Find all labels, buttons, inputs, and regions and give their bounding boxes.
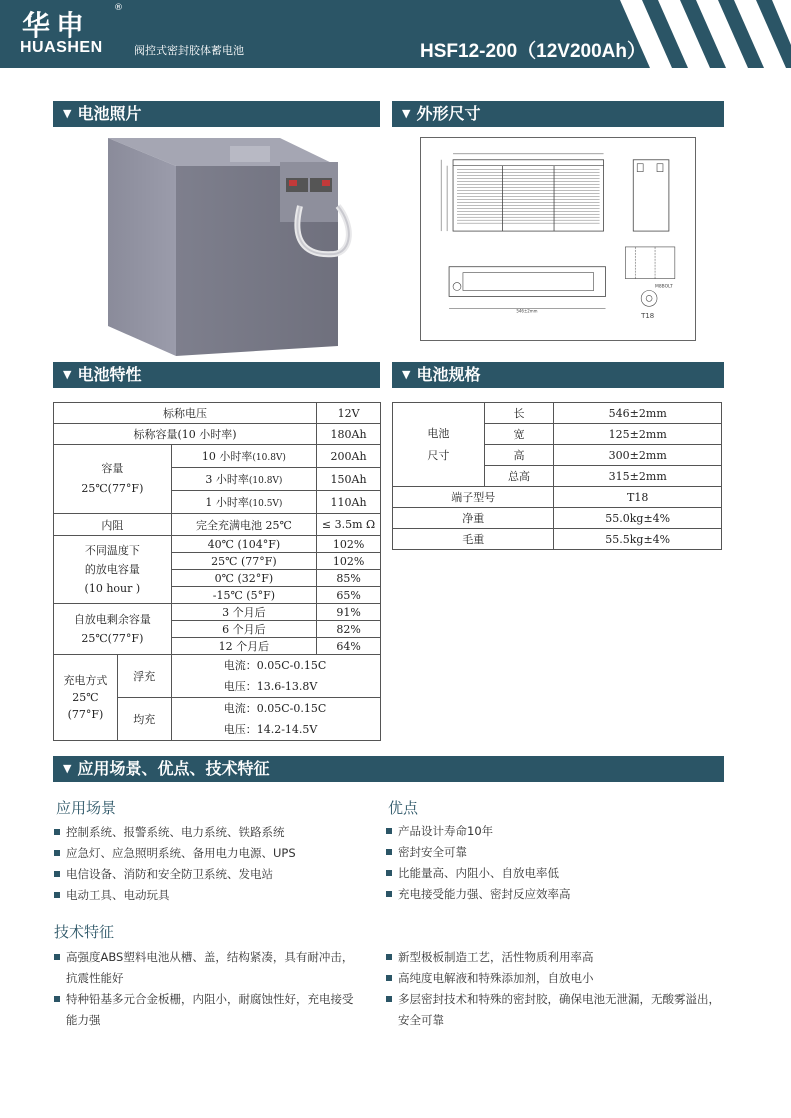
list-item: 高强度ABS塑料电池从槽、盖，结构紧凑，具有耐冲击，抗震性能好: [54, 947, 354, 989]
tech-left-list: [54, 947, 354, 1031]
self-discharge-label: 自放电剩余容量 25℃(77°F): [54, 604, 172, 655]
table-row: 6 个月后 82%: [54, 621, 381, 638]
list-item: 新型极板制造工艺，活性物质利用率高: [386, 947, 726, 968]
section-dims: ▼ 外形尺寸: [392, 101, 724, 127]
advantages-list: [386, 821, 726, 905]
triangle-down-icon: ▼: [63, 368, 72, 381]
dimension-drawing: [420, 137, 696, 341]
table-row: 不同温度下 的放电容量 (10 hour ) 40℃ (104°F) 102%: [54, 536, 381, 553]
table-row: 电池 尺寸 长 546±2mm: [393, 403, 722, 424]
list-item: 多层密封技术和特殊的密封胶，确保电池无泄漏，无酸雾溢出，安全可靠: [386, 989, 726, 1031]
triangle-down-icon: ▼: [63, 762, 72, 775]
table-row: 端子型号 T18: [393, 487, 722, 508]
section-photo: ▼ 电池照片: [53, 101, 380, 127]
table-row: -15℃ (5°F) 65%: [54, 587, 381, 604]
capacity-label: 容量 25℃(77°F): [54, 445, 172, 514]
table-row: 0℃ (32°F) 85%: [54, 570, 381, 587]
table-row: 容量 25℃(77°F) 10 小时率(10.8V) 200Ah: [54, 445, 381, 468]
table-row: 充电方式 25℃ (77°F) 浮充 电流：0.05C-0.15C 电压：13.6-13.8V: [54, 655, 381, 698]
product-subtitle: 阀控式密封胶体蓄电池: [134, 44, 244, 57]
table-row: 标称电压 12V: [54, 403, 381, 424]
list-item: 应急灯、应急照明系统、备用电力电源、UPS: [54, 843, 374, 864]
scenes-list: [54, 822, 374, 906]
brand-logo-en: HUASHEN: [20, 39, 103, 56]
table-row: 25℃ (77°F) 102%: [54, 553, 381, 570]
section-specs: ▼ 电池规格: [392, 362, 724, 388]
list-item: 电动工具、电动玩具: [54, 885, 374, 906]
table-row: 均充 电流：0.05C-0.15C 电压：14.2-14.5V: [54, 698, 381, 741]
model-number: HSF12-200（12V200Ah）: [420, 41, 646, 62]
table-row: 毛重 55.5kg±4%: [393, 529, 722, 550]
list-item: 比能量高、内阻小、自放电率低: [386, 863, 726, 884]
charging-label: 充电方式 25℃ (77°F): [54, 655, 118, 741]
triangle-down-icon: ▼: [402, 107, 411, 120]
page-header: [0, 0, 791, 68]
registered-mark: ®: [114, 3, 123, 13]
temp-capacity-label: 不同温度下 的放电容量 (10 hour ): [54, 536, 172, 604]
table-row: 自放电剩余容量 25℃(77°F) 3 个月后 91%: [54, 604, 381, 621]
table-row: 12 个月后 64%: [54, 638, 381, 655]
list-item: 电信设备、消防和安全防卫系统、发电站: [54, 864, 374, 885]
size-label: 电池 尺寸: [393, 403, 485, 487]
table-row: 总高 315±2mm: [393, 466, 722, 487]
terminal-label: T18: [641, 312, 655, 321]
section-application: ▼ 应用场景、优点、技术特征: [53, 756, 724, 782]
specs-table: [392, 402, 722, 550]
battery-photo: [90, 136, 360, 356]
scenes-title: 应用场景: [56, 799, 117, 817]
section-characteristics: ▼ 电池特性: [53, 362, 380, 388]
table-row: 高 300±2mm: [393, 445, 722, 466]
tech-title: 技术特征: [54, 923, 115, 941]
characteristics-table: [53, 402, 381, 741]
table-row: 内阻 完全充满电池 25℃ ≤ 3.5m Ω: [54, 514, 381, 536]
tech-right-list: [386, 947, 726, 1031]
list-item: 密封安全可靠: [386, 842, 726, 863]
triangle-down-icon: ▼: [402, 368, 411, 381]
list-item: 高纯度电解液和特殊添加剂，自放电小: [386, 968, 726, 989]
list-item: 控制系统、报警系统、电力系统、铁路系统: [54, 822, 374, 843]
table-row: 净重 55.0kg±4%: [393, 508, 722, 529]
triangle-down-icon: ▼: [63, 107, 72, 120]
advantages-title: 优点: [388, 799, 419, 817]
svg-text:546±2mm: 546±2mm: [516, 308, 538, 314]
list-item: 特种铅基多元合金板栅，内阻小，耐腐蚀性好，充电接受能力强: [54, 989, 354, 1031]
table-row: 标称容量(10 小时率) 180Ah: [54, 424, 381, 445]
brand-logo-cn: 华申: [22, 9, 91, 42]
table-row: 宽 125±2mm: [393, 424, 722, 445]
list-item: 充电接受能力强、密封反应效率高: [386, 884, 726, 905]
svg-text:M8BOLT: M8BOLT: [655, 284, 673, 290]
table-row: 1 小时率(10.5V) 110Ah: [54, 491, 381, 514]
table-row: 3 小时率(10.8V) 150Ah: [54, 468, 381, 491]
list-item: 产品设计寿命10年: [386, 821, 726, 842]
